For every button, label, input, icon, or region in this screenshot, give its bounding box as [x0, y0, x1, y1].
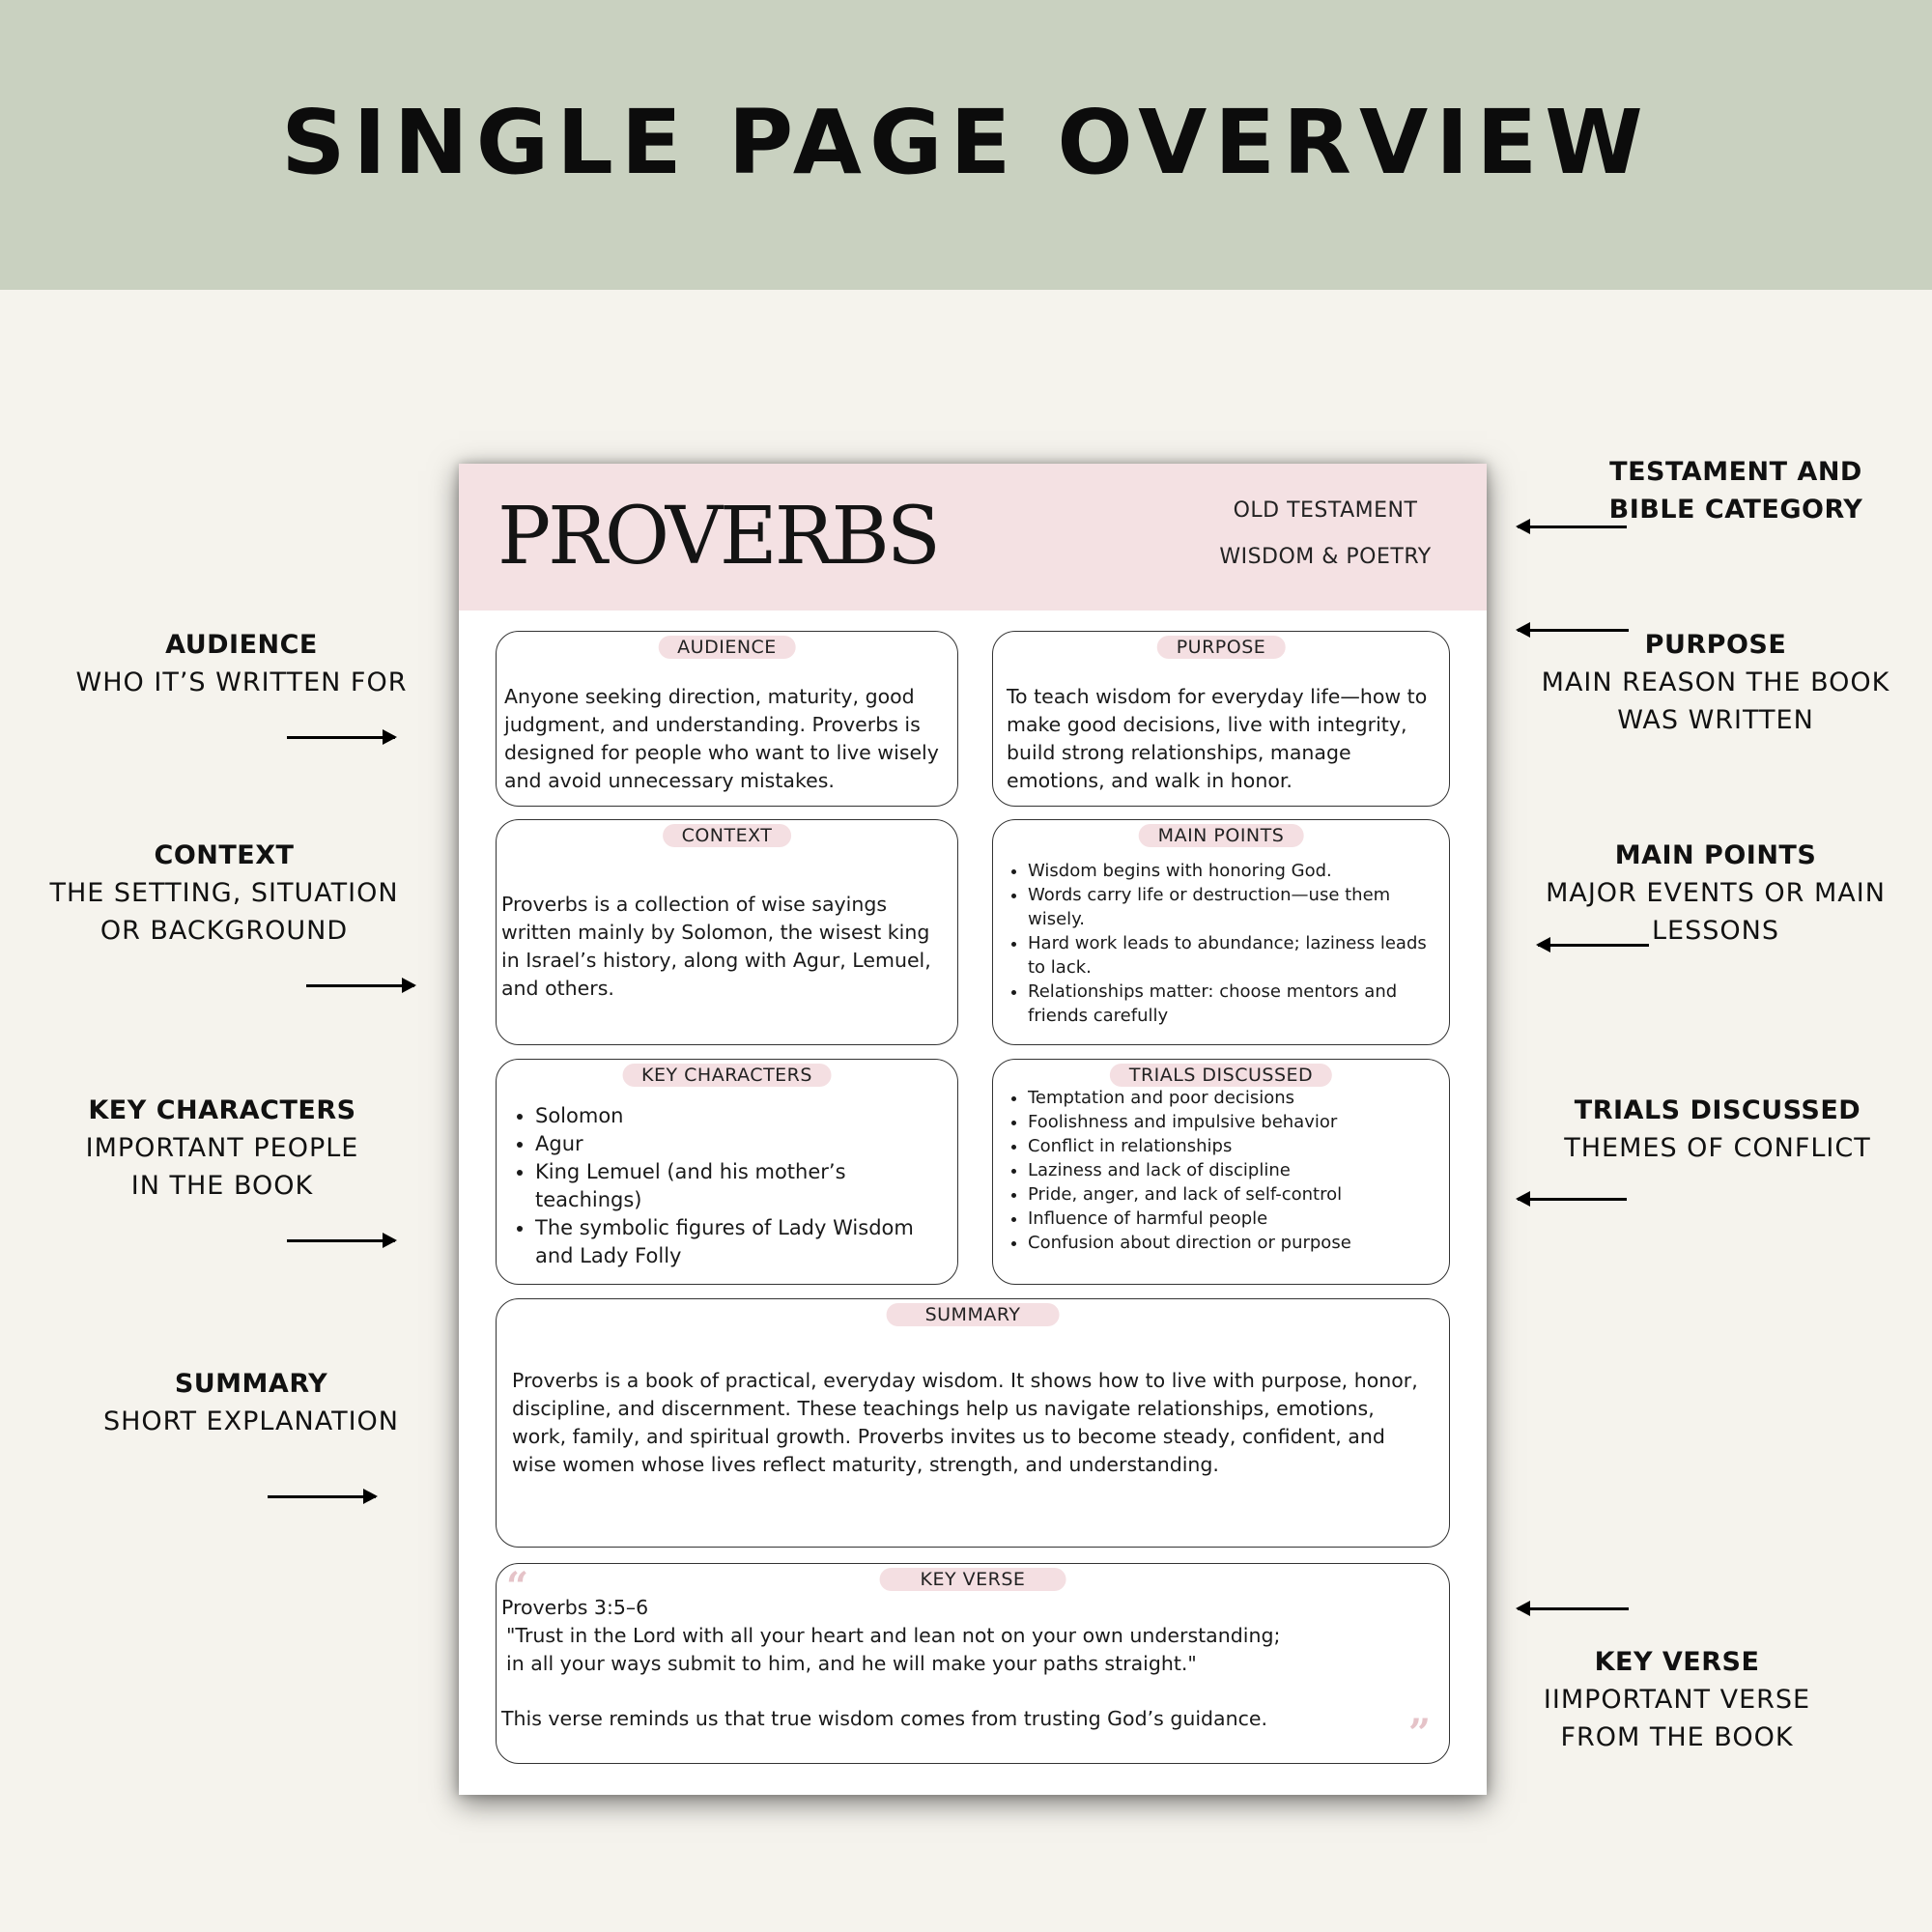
- annotation-title: KEY CHARACTERS: [88, 1095, 356, 1125]
- open-quote-icon: “: [506, 1564, 529, 1609]
- annotation-title: TESTAMENT AND: [1609, 457, 1862, 487]
- key-verse-box: [496, 1563, 1450, 1764]
- annotation-desc: MAIN REASON THE BOOK: [1541, 668, 1890, 697]
- testament-label: OLD TESTAMENT: [1233, 498, 1418, 523]
- category-label: WISDOM & POETRY: [1219, 545, 1432, 569]
- list-item: • Agur: [535, 1130, 939, 1158]
- page-header: [459, 464, 1487, 611]
- section-label: PURPOSE: [1157, 636, 1286, 659]
- arrow-right-icon: [287, 736, 395, 739]
- annotation-summary: [68, 1365, 435, 1440]
- audience-text: Anyone seeking direction, maturity, good judgment, and understanding. Proverbs is designed for people who want to live wisely and avoid unnecessary mistakes.: [504, 685, 939, 792]
- annotation-testament: [1565, 453, 1907, 528]
- summary-text: Proverbs is a book of practical, everyday wisdom. It shows how to live with purpose, honor, discipline, and discernment. These teachings help us navigate relationships, emotions, work, family, and spiritual growth. Proverbs invites us to become steady, confident, and wise women whose lives reflect maturity, strength, and understanding.: [512, 1369, 1418, 1476]
- book-title: PROVERBS: [497, 491, 938, 582]
- arrow-left-icon: [1518, 1198, 1627, 1201]
- annotation-desc: THE SETTING, SITUATION: [49, 878, 399, 908]
- summary-box: [496, 1298, 1450, 1548]
- verse-line-2: in all your ways submit to him, and he will make your paths straight.": [506, 1652, 1197, 1675]
- list-item: • Conflict in relationships: [1028, 1134, 1439, 1158]
- annotation-desc: WHO IT’S WRITTEN FOR: [75, 668, 408, 697]
- annotation-title: MAIN POINTS: [1614, 840, 1817, 870]
- annotation-title: AUDIENCE: [165, 630, 318, 660]
- annotation-desc: IIMPORTANT VERSE: [1543, 1685, 1811, 1715]
- page-title: SINGLE PAGE OVERVIEW: [281, 90, 1651, 194]
- list-item: • Wisdom begins with honoring God.: [1028, 859, 1439, 883]
- arrow-right-icon: [306, 984, 414, 987]
- annotation-title: BIBLE CATEGORY: [1608, 495, 1863, 525]
- trials-list: [1007, 1086, 1439, 1255]
- arrow-right-icon: [268, 1495, 376, 1498]
- main-points-list: [1007, 859, 1439, 1028]
- context-box: [496, 819, 958, 1045]
- overview-page: [459, 464, 1487, 1795]
- annotation-trials: [1546, 1092, 1889, 1167]
- annotation-main-points: [1526, 837, 1905, 950]
- annotation-desc: LESSONS: [1652, 916, 1779, 946]
- list-item: • Confusion about direction or purpose: [1028, 1231, 1439, 1255]
- section-label: KEY VERSE: [880, 1568, 1066, 1591]
- audience-box: [496, 631, 958, 807]
- list-item: • Foolishness and impulsive behavior: [1028, 1110, 1439, 1134]
- trials-box: [992, 1059, 1450, 1285]
- annotation-audience: [58, 626, 425, 701]
- annotation-title: PURPOSE: [1644, 630, 1787, 660]
- close-quote-icon: ”: [1408, 1711, 1432, 1756]
- arrow-right-icon: [287, 1239, 395, 1242]
- annotation-desc: MAJOR EVENTS OR MAIN: [1546, 878, 1886, 908]
- annotation-desc: IN THE BOOK: [130, 1171, 314, 1201]
- verse-reference: Proverbs 3:5–6: [501, 1596, 649, 1619]
- annotation-desc: IMPORTANT PEOPLE: [85, 1133, 359, 1163]
- list-item: • Solomon: [535, 1102, 939, 1130]
- section-label: KEY CHARACTERS: [622, 1064, 832, 1087]
- key-characters-list: [514, 1102, 939, 1270]
- section-label: SUMMARY: [887, 1303, 1060, 1326]
- purpose-text: To teach wisdom for everyday life—how to make good decisions, live with integrity, build strong relationships, manage emotions, and walk in honor.: [1007, 685, 1428, 792]
- section-label: AUDIENCE: [658, 636, 796, 659]
- annotation-key-characters: [39, 1092, 406, 1205]
- annotation-key-verse: [1507, 1643, 1847, 1756]
- section-label: MAIN POINTS: [1139, 824, 1304, 847]
- list-item: • Relationships matter: choose mentors and friends carefully: [1028, 980, 1439, 1028]
- annotation-title: CONTEXT: [154, 840, 295, 870]
- section-label: TRIALS DISCUSSED: [1110, 1064, 1332, 1087]
- annotation-title: TRIALS DISCUSSED: [1574, 1095, 1861, 1125]
- verse-line-1: "Trust in the Lord with all your heart and lean not on your own understanding;: [506, 1624, 1281, 1647]
- list-item: • Pride, anger, and lack of self-control: [1028, 1182, 1439, 1207]
- list-item: • Temptation and poor decisions: [1028, 1086, 1439, 1110]
- list-item: • Influence of harmful people: [1028, 1207, 1439, 1231]
- list-item: • The symbolic figures of Lady Wisdom and Lady Folly: [535, 1214, 939, 1270]
- annotation-desc: OR BACKGROUND: [99, 916, 349, 946]
- arrow-left-icon: [1538, 944, 1649, 947]
- list-item: • Laziness and lack of discipline: [1028, 1158, 1439, 1182]
- annotation-desc: WAS WRITTEN: [1617, 705, 1814, 735]
- list-item: • Hard work leads to abundance; laziness leads to lack.: [1028, 931, 1439, 980]
- annotation-title: SUMMARY: [174, 1369, 328, 1399]
- context-text: Proverbs is a collection of wise sayings written mainly by Solomon, the wisest king in Israel’s history, along with Agur, Lemuel, and others.: [501, 893, 931, 1000]
- list-item: • Words carry life or destruction—use them wisely.: [1028, 883, 1439, 931]
- annotation-desc: THEMES OF CONFLICT: [1564, 1133, 1871, 1163]
- annotation-purpose: [1526, 626, 1905, 739]
- annotation-desc: SHORT EXPLANATION: [102, 1406, 399, 1436]
- annotation-context: [39, 837, 410, 950]
- list-item: • King Lemuel (and his mother’s teachings): [535, 1158, 939, 1214]
- arrow-left-icon: [1518, 629, 1629, 632]
- annotation-desc: FROM THE BOOK: [1560, 1722, 1794, 1752]
- arrow-left-icon: [1518, 1607, 1629, 1610]
- verse-note: This verse reminds us that true wisdom comes from trusting God’s guidance.: [501, 1707, 1267, 1730]
- section-label: CONTEXT: [663, 824, 792, 847]
- header-banner: [0, 0, 1932, 290]
- main-points-box: [992, 819, 1450, 1045]
- arrow-left-icon: [1518, 526, 1627, 528]
- key-characters-box: [496, 1059, 958, 1285]
- purpose-box: [992, 631, 1450, 807]
- annotation-title: KEY VERSE: [1594, 1647, 1760, 1677]
